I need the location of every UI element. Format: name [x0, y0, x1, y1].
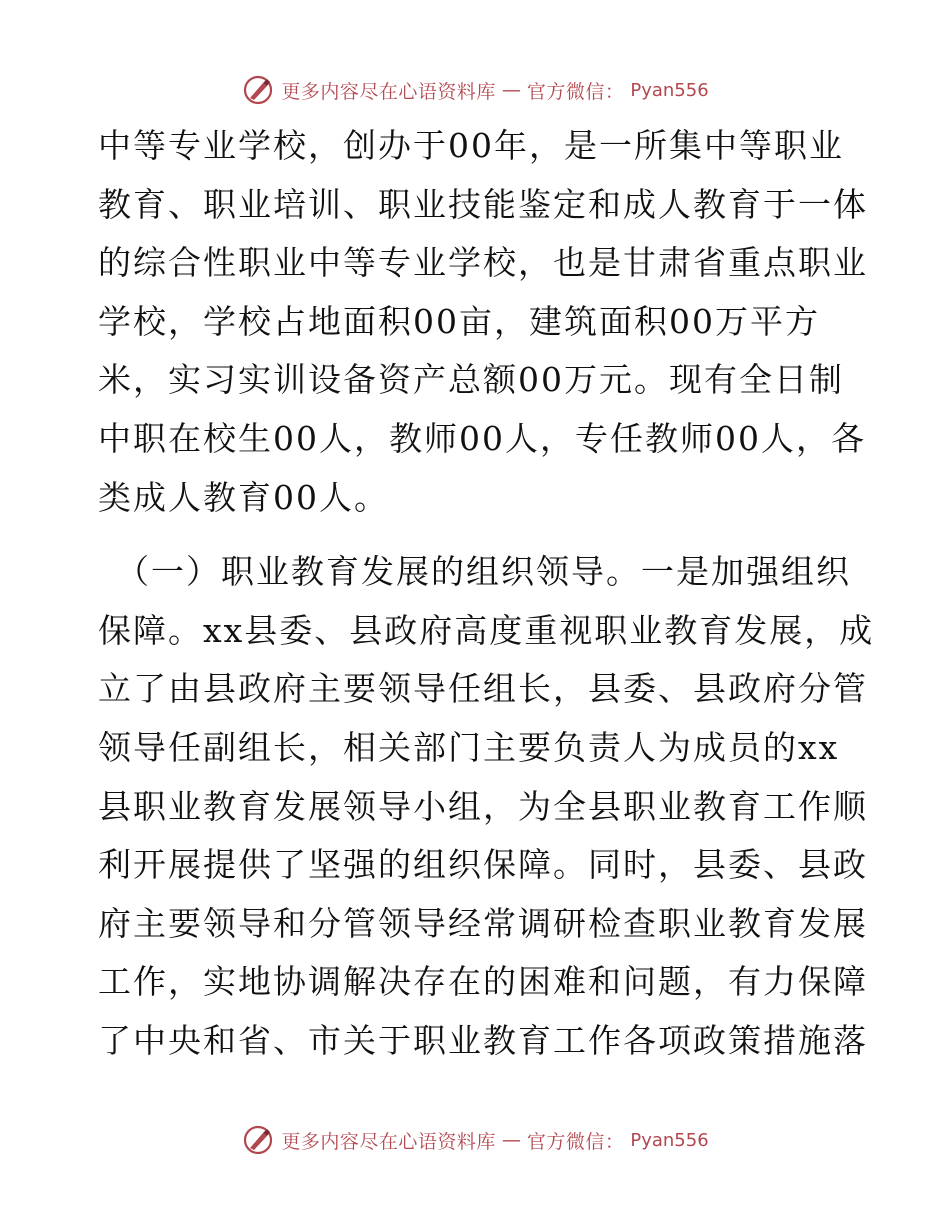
footer-brand-text: 更多内容尽在心语资料库	[281, 1130, 496, 1153]
footer-separator: —	[501, 1129, 521, 1151]
header-separator: —	[501, 79, 521, 101]
pen-logo-icon	[241, 1123, 275, 1157]
paragraph-2	[98, 543, 875, 1070]
paragraph-line: 利开展提供了坚强的组织保障。同时，县委、县政	[98, 845, 868, 885]
paragraph-line: 中等专业学校，创办于00年，是一所集中等职业	[98, 126, 844, 165]
paragraph-line: 的综合性职业中等专业学校，也是甘肃省重点职业	[98, 243, 868, 283]
paragraph-line: 立了由县政府主要领导任组长，县委、县政府分管	[98, 669, 868, 709]
paragraph-line: 县职业教育发展领导小组，为全县职业教育工作顺	[98, 786, 868, 826]
header-brand-text: 更多内容尽在心语资料库	[281, 80, 496, 103]
paragraph-line: 类成人教育00人。	[98, 477, 389, 517]
paragraph-line: 中职在校生00人，教师00人，专任教师00人，各	[98, 418, 866, 458]
footer-banner	[0, 1120, 950, 1160]
paragraph-line: 米，实习实训设备资产总额00万元。现有全日制	[98, 360, 844, 400]
footer-official-text: 官方微信：	[526, 1130, 625, 1153]
paragraph-line: 了中央和省、市关于职业教育工作各项政策措施落	[98, 1020, 868, 1060]
paragraph-line: 工作，实地协调解决存在的困难和问题，有力保障	[98, 962, 868, 1002]
header-official-text: 官方微信：	[526, 80, 625, 103]
paragraph-1	[98, 117, 868, 527]
paragraph-line: 保障。xx县委、县政府高度重视职业教育发展，成	[98, 610, 875, 650]
paragraph-spacer	[98, 527, 858, 543]
footer-wechat-id: Pyan556	[630, 1129, 709, 1151]
header-banner	[0, 70, 950, 110]
paragraph-line: 教育、职业培训、职业技能鉴定和成人教育于一体	[98, 184, 868, 224]
pen-logo-icon	[241, 73, 275, 107]
header-wechat-id: Pyan556	[630, 79, 709, 101]
document-body	[98, 117, 875, 1071]
paragraph-line: 府主要领导和分管领导经常调研检查职业教育发展	[98, 903, 868, 943]
paragraph-line: 学校，学校占地面积00亩，建筑面积00万平方	[98, 301, 820, 341]
paragraph-line: （一）职业教育发展的组织领导。一是加强组织	[116, 552, 851, 592]
paragraph-line: 领导任副组长，相关部门主要负责人为成员的xx	[98, 727, 840, 767]
